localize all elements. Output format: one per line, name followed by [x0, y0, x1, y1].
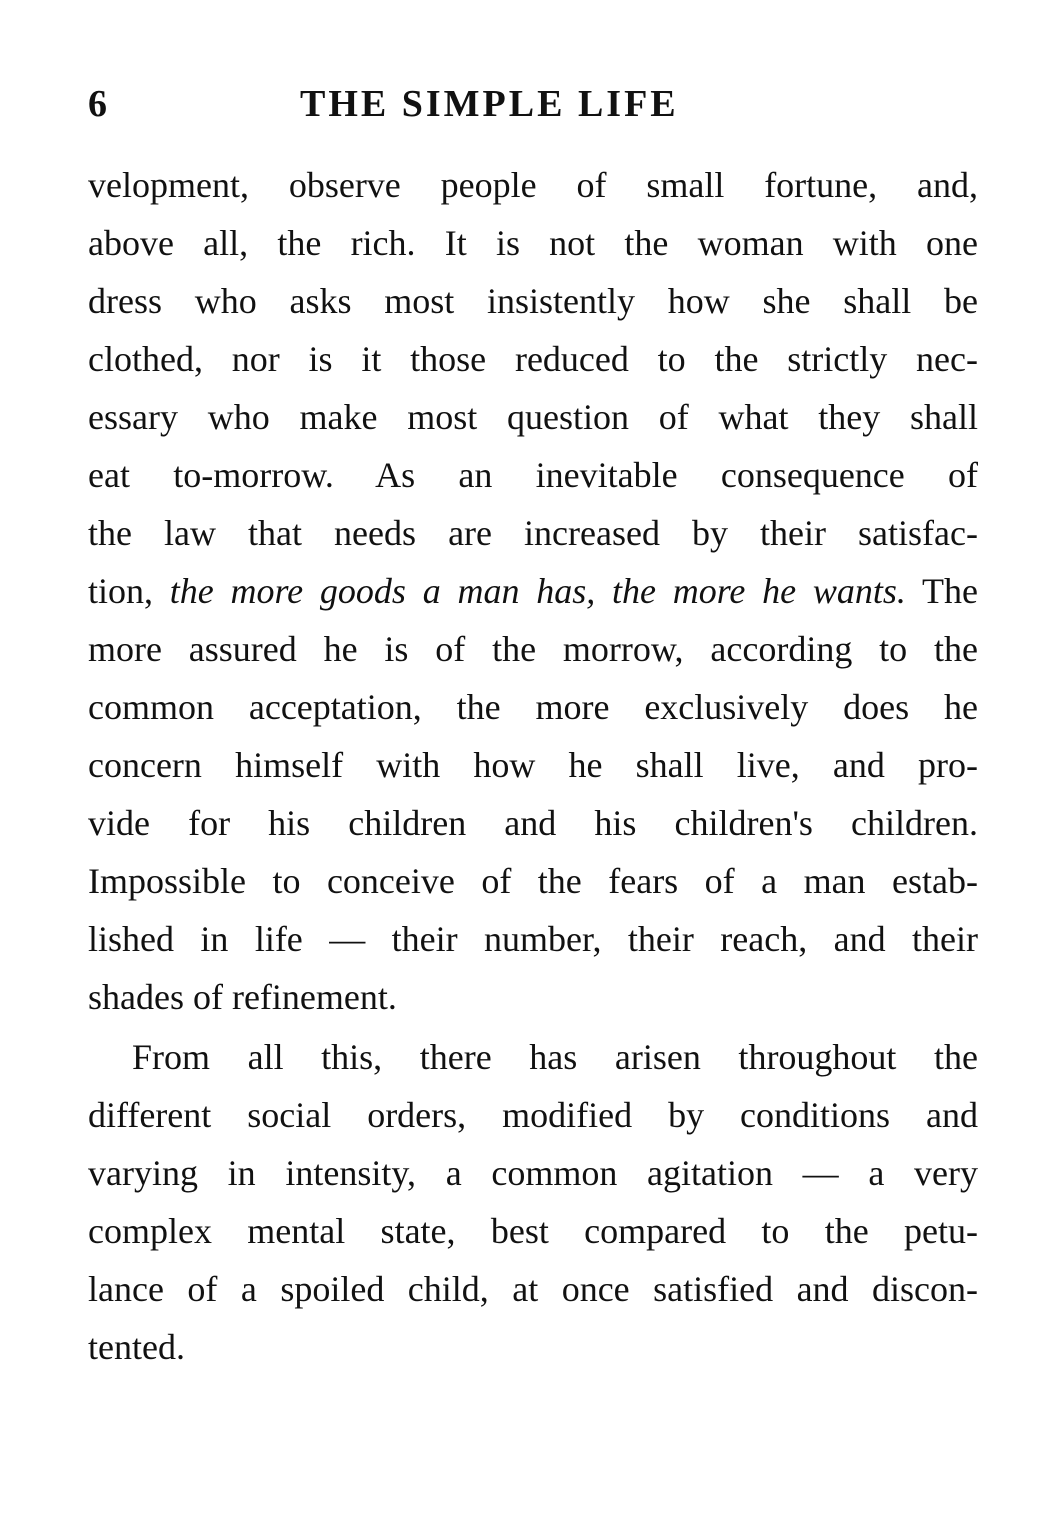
text-line: varying in intensity, a common agitation — a very: [88, 1153, 978, 1193]
text-line: vide for his children and his children's children.: [88, 803, 978, 843]
line-end-text: The: [905, 571, 978, 611]
running-head: [88, 78, 988, 130]
italic-emphasis: the more goods a man has, the more he wants.: [169, 571, 906, 611]
text-line: lance of a spoiled child, at once satisfied and discon-: [88, 1269, 978, 1309]
text-line: concern himself with how he shall live, and pro-: [88, 745, 978, 785]
text-line: shades of refinement.: [88, 977, 397, 1017]
text-line: the law that needs are increased by their satisfac-: [88, 513, 978, 553]
text-line: tented.: [88, 1327, 185, 1367]
text-line: eat to-morrow. As an inevitable consequence of: [88, 455, 978, 495]
page-number: 6: [88, 83, 107, 125]
line-start-text: tion,: [88, 571, 170, 611]
text-line: common acceptation, the more exclusively does he: [88, 687, 978, 727]
text-line: complex mental state, best compared to the petu-: [88, 1211, 978, 1251]
text-line: different social orders, modified by conditions and: [88, 1095, 978, 1135]
text-line: lished in life — their number, their reach, and their: [88, 919, 978, 959]
text-line: dress who asks most insistently how she shall be: [88, 281, 978, 321]
text-line: more assured he is of the morrow, according to the: [88, 629, 978, 669]
running-title: THE SIMPLE LIFE: [300, 83, 679, 125]
text-line: above all, the rich. It is not the woman with one: [88, 223, 978, 263]
text-line: essary who make most question of what they shall: [88, 397, 978, 437]
text-line: Impossible to conceive of the fears of a man estab-: [88, 861, 978, 901]
text-line-with-italic: [88, 566, 978, 616]
text-line: From all this, there has arisen throughout the: [132, 1037, 978, 1077]
text-line: clothed, nor is it those reduced to the strictly nec-: [88, 339, 978, 379]
text-line: velopment, observe people of small fortune, and,: [88, 165, 978, 205]
